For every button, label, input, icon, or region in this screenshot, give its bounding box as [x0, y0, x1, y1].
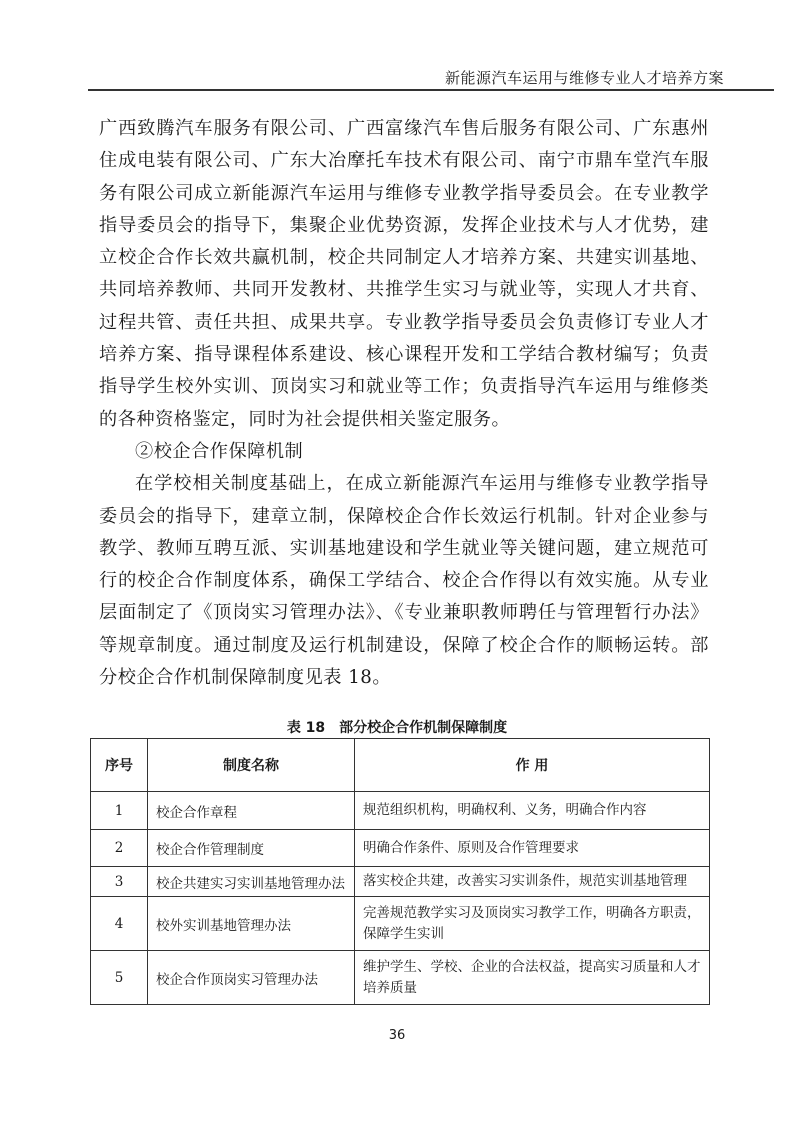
- row-no: 5: [91, 951, 148, 1005]
- row-name: 校企合作章程: [148, 792, 355, 830]
- table-row: [91, 897, 710, 951]
- row-name: 校企共建实习实训基地管理办法: [148, 867, 355, 897]
- header-divider: [88, 89, 774, 91]
- header-name: 制度名称: [148, 739, 355, 792]
- row-role: 落实校企共建，改善实习实训条件，规范实训基地管理: [355, 867, 710, 897]
- row-role: 规范组织机构，明确权利、义务，明确合作内容: [355, 792, 710, 830]
- header-role: 作 用: [355, 739, 710, 792]
- table-row: [91, 792, 710, 830]
- row-no: 1: [91, 792, 148, 830]
- row-no: 3: [91, 867, 148, 897]
- paragraph-committee: 广西致腾汽车服务有限公司、广西富缘汽车售后服务有限公司、广东惠州住成电装有限公司、广东大冶摩托车技术有限公司、南宁市鼎车堂汽车服务有限公司成立新能源汽车运用与维修专业教学指导委员会。在专业教学指导委员会的指导下，集聚企业优势资源，发挥企业技术与人才优势，建立校企合作长效共赢机制，校企共同制定人才培养方案、共建实训基地、共同培养教师、共同开发教材、共推学生实习与就业等，实现人才共育、过程共管、责任共担、成果共享。专业教学指导委员会负责修订专业人才培养方案、指导课程体系建设、核心课程开发和工学结合教材编写；负责指导学生校外实训、顶岗实习和就业等工作；负责指导汽车运用与维修类的各种资格鉴定，同时为社会提供相关鉴定服务。: [99, 118, 709, 430]
- row-no: 4: [91, 897, 148, 951]
- table-caption: 表 18 部分校企合作机制保障制度: [286, 720, 508, 736]
- document-header-title: 新能源汽车运用与维修专业人才培养方案: [444, 69, 724, 87]
- row-role: 明确合作条件、原则及合作管理要求: [355, 830, 710, 867]
- page-number: 36: [388, 1028, 406, 1043]
- row-role: 完善规范教学实习及顶岗实习教学工作，明确各方职责，保障学生实训: [355, 897, 710, 951]
- paragraph-guarantee: 在学校相关制度基础上，在成立新能源汽车运用与维修专业教学指导委员会的指导下，建章立制，保障校企合作长效运行机制。针对企业参与教学、教师互聘互派、实训基地建设和学生就业等关键问题，建立规范可行的校企合作制度体系，确保工学结合、校企合作得以有效实施。从专业层面制定了《顶岗实习管理办法》、《专业兼职教师聘任与管理暂行办法》等规章制度。通过制度及运行机制建设，保障了校企合作的顺畅运转。部分校企合作机制保障制度见表 18。: [99, 473, 709, 689]
- table-row: [91, 867, 710, 897]
- body-text: [99, 113, 709, 694]
- table-row: [91, 830, 710, 867]
- table-row: [91, 951, 710, 1005]
- row-no: 2: [91, 830, 148, 867]
- row-role: 维护学生、学校、企业的合法权益，提高实习质量和人才培养质量: [355, 951, 710, 1005]
- header-no: 序号: [91, 739, 148, 792]
- section-subheading: ②校企合作保障机制: [135, 440, 304, 462]
- row-name: 校外实训基地管理办法: [148, 897, 355, 951]
- rules-table: [90, 738, 710, 1005]
- row-name: 校企合作顶岗实习管理办法: [148, 951, 355, 1005]
- row-name: 校企合作管理制度: [148, 830, 355, 867]
- table-header-row: [91, 739, 710, 792]
